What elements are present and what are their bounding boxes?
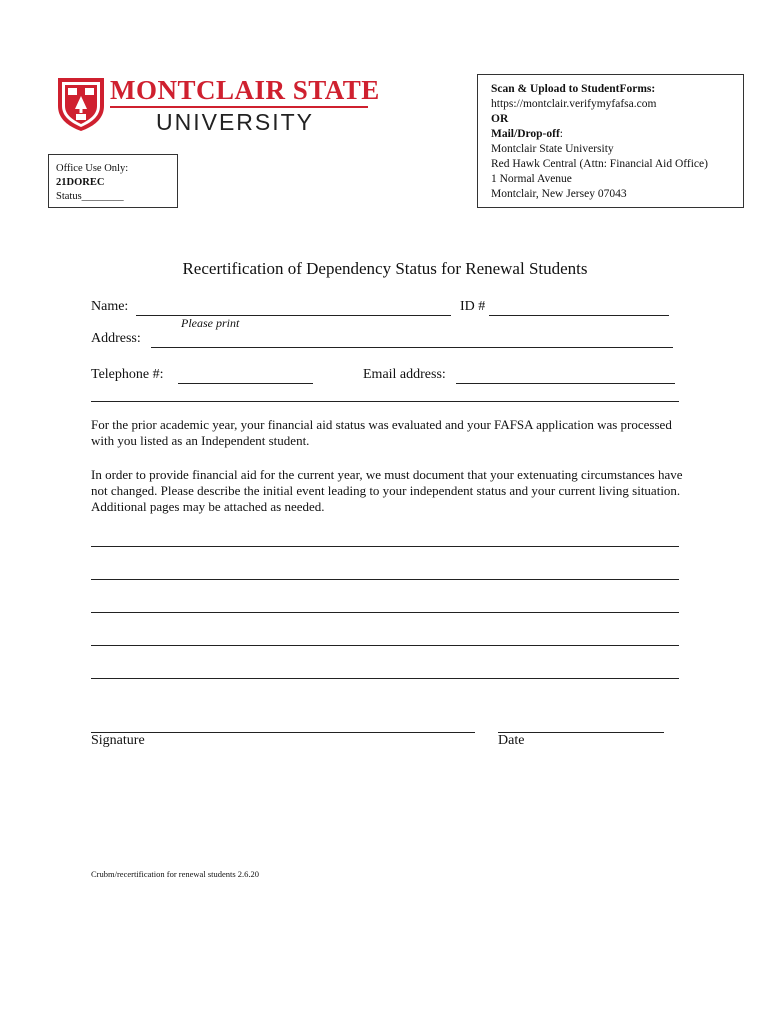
address-field[interactable] (151, 347, 673, 348)
mail-line-office: Red Hawk Central (Attn: Financial Aid Office) (491, 158, 708, 170)
logo-name-sub: UNIVERSITY (156, 109, 315, 135)
telephone-label: Telephone #: (91, 367, 164, 382)
mail-heading-colon: : (559, 128, 563, 140)
response-line-3[interactable] (91, 612, 679, 613)
office-status: Status________ (56, 191, 124, 202)
signature-field[interactable] (91, 732, 475, 733)
signature-label: Signature (91, 733, 145, 748)
shield-icon (56, 76, 106, 132)
response-line-4[interactable] (91, 645, 679, 646)
scan-heading: Scan & Upload to StudentForms: (491, 83, 656, 95)
submission-box (477, 74, 744, 208)
office-use-box (48, 154, 178, 208)
email-continuation-line[interactable] (91, 401, 679, 402)
response-line-5[interactable] (91, 678, 679, 679)
mail-heading: Mail/Drop-off (491, 128, 560, 140)
name-label: Name: (91, 299, 129, 314)
please-print-hint: Please print (181, 316, 240, 330)
email-field[interactable] (456, 383, 675, 384)
mail-line-city: Montclair, New Jersey 07043 (491, 188, 627, 200)
or-label: OR (491, 113, 509, 125)
paragraph-prior-year: For the prior academic year, your financial aid status was evaluated and your FAFSA application was processed with you listed as an Independent student. (91, 417, 672, 448)
mail-line-street: 1 Normal Avenue (491, 173, 572, 185)
response-line-1[interactable] (91, 546, 679, 547)
address-label: Address: (91, 331, 141, 346)
id-field[interactable] (489, 315, 669, 316)
office-use-label: Office Use Only: (56, 163, 129, 174)
form-title: Recertification of Dependency Status for Renewal Students (182, 259, 588, 278)
id-label: ID # (460, 299, 486, 314)
mail-line-university: Montclair State University (491, 143, 614, 155)
footer-note: Crubm/recertification for renewal students 2.6.20 (91, 869, 260, 879)
scan-url: https://montclair.verifymyfafsa.com (491, 98, 657, 110)
logo-name-main: MONTCLAIR STATE (110, 75, 380, 105)
email-label: Email address: (363, 367, 446, 382)
telephone-field[interactable] (178, 383, 313, 384)
response-line-2[interactable] (91, 579, 679, 580)
office-form-code: 21DOREC (56, 177, 105, 188)
paragraph-instructions: In order to provide financial aid for the current year, we must document that your extenuating circumstances have not changed. Please describe the initial event leading to your independent status and your current living situation. Additional pages may be attached as needed. (91, 467, 683, 514)
date-label: Date (498, 733, 525, 748)
